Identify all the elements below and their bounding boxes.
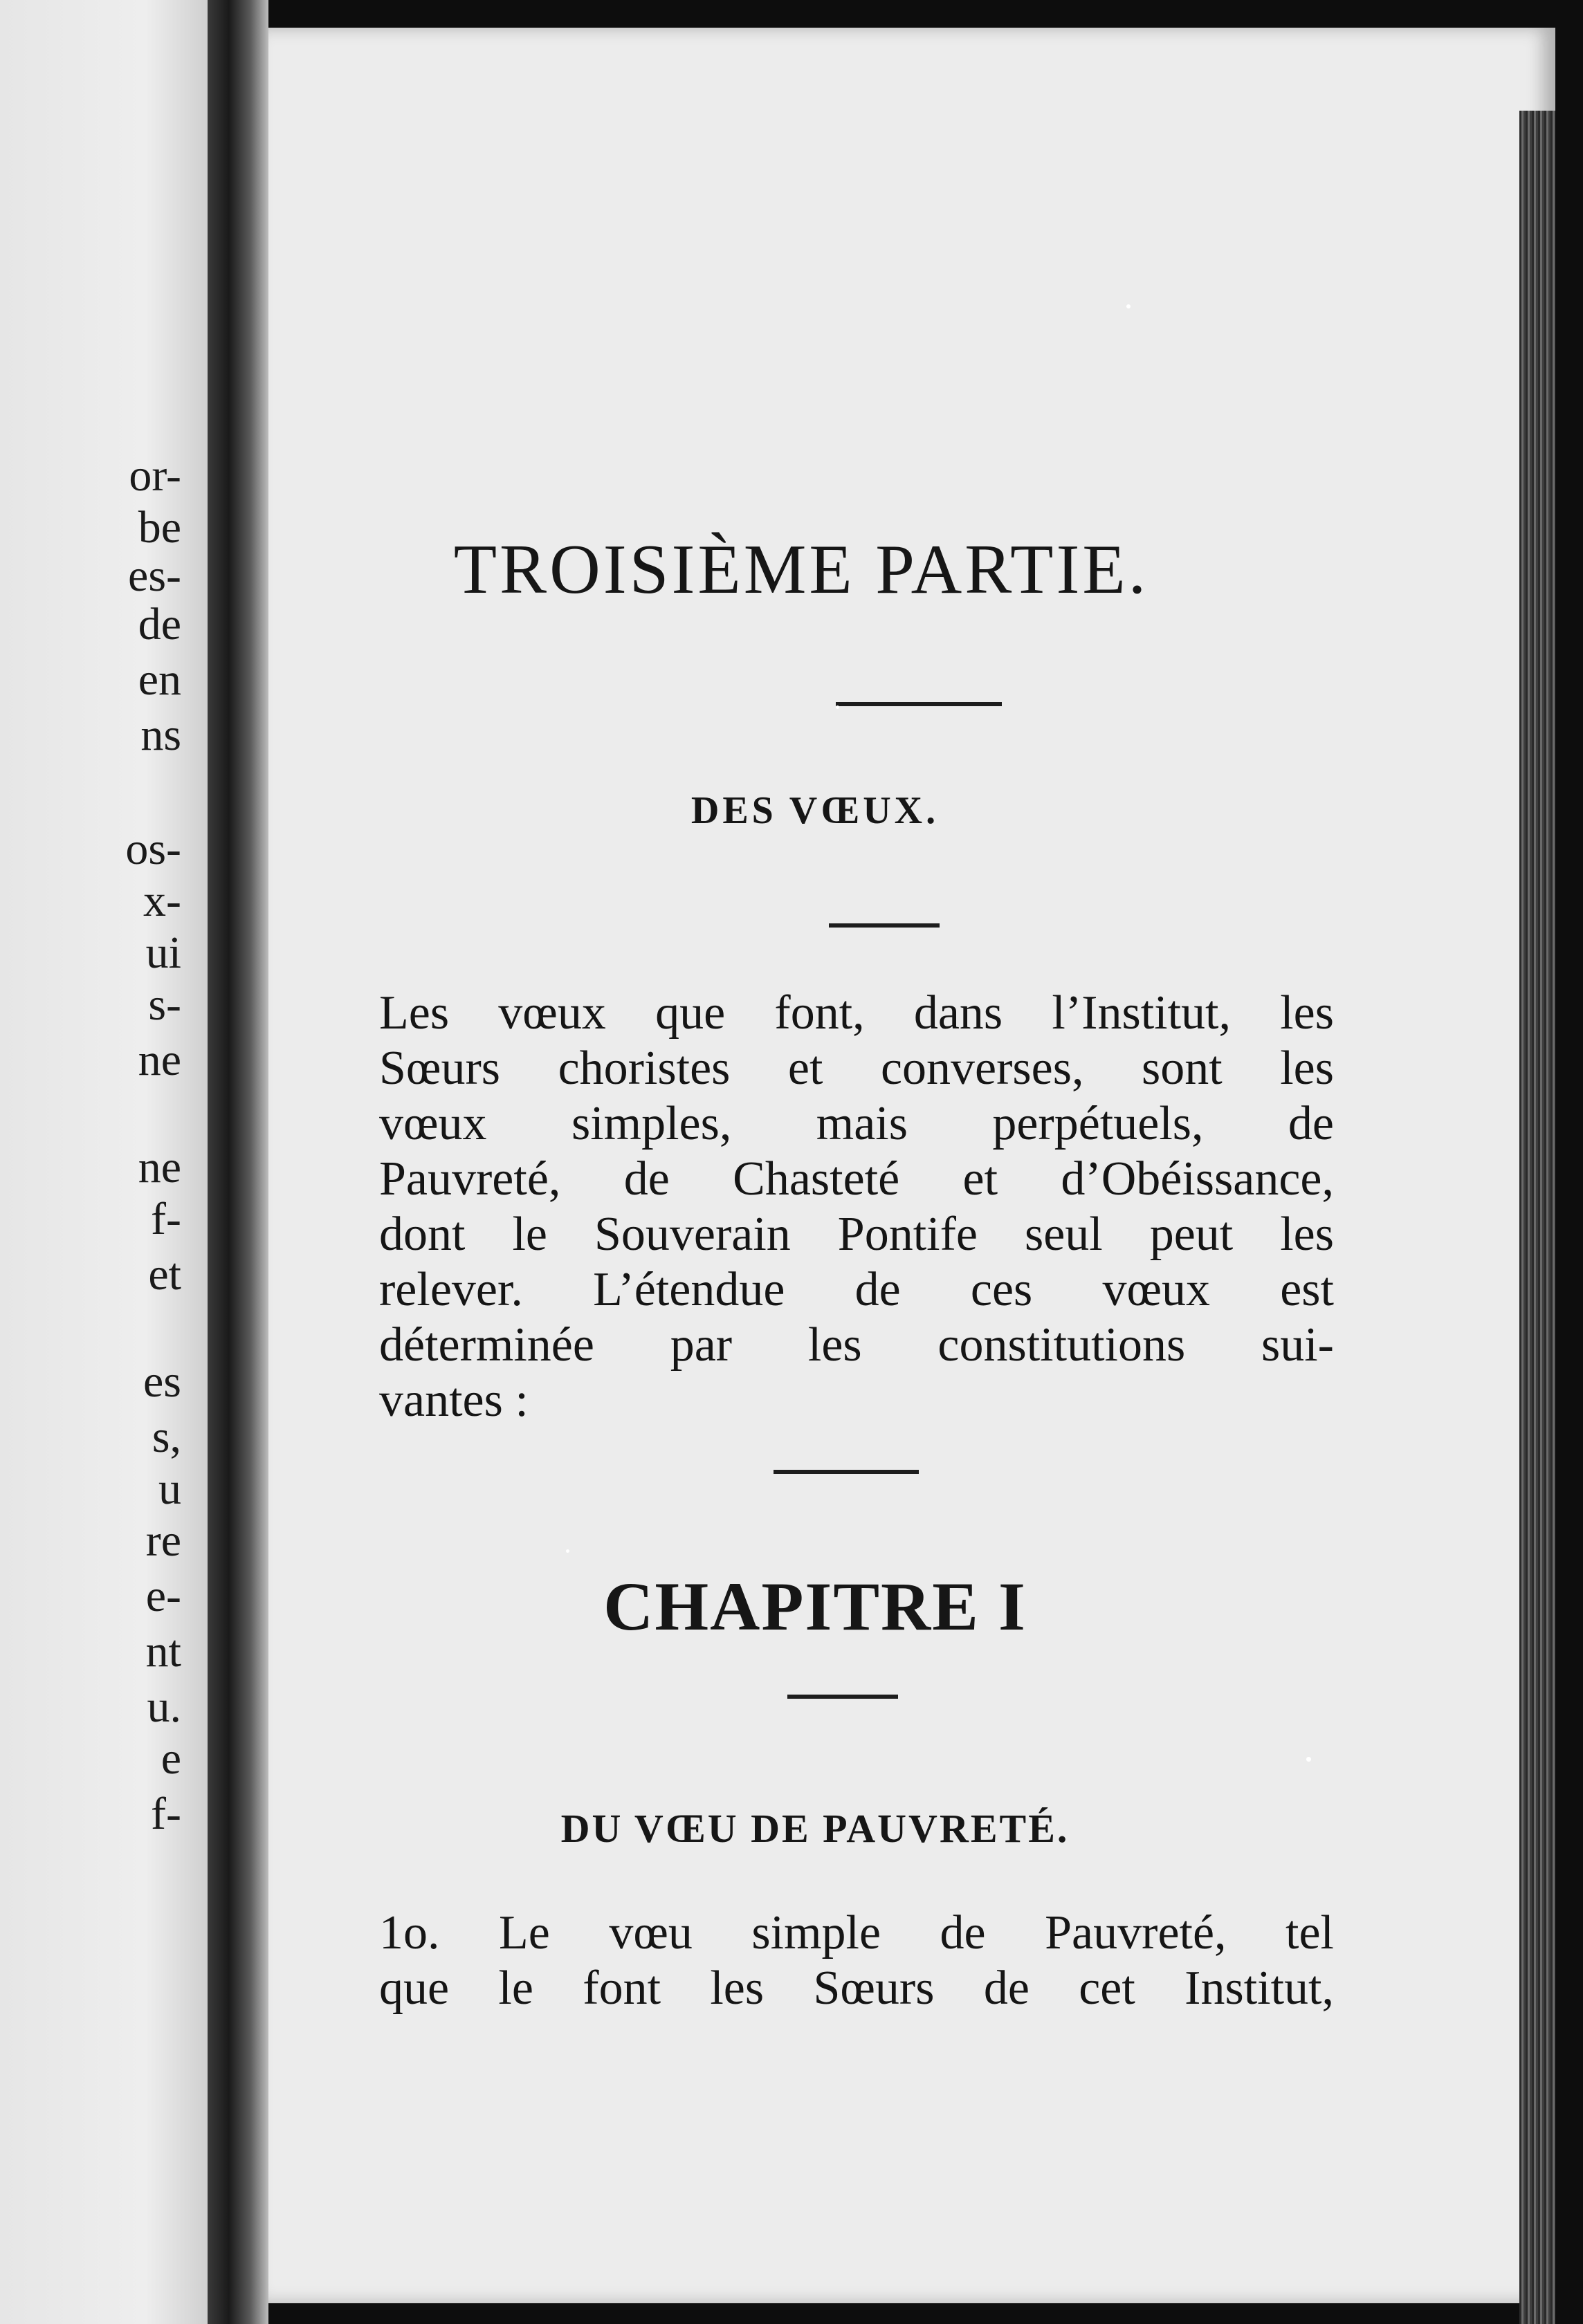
paragraph-line: relever. L’étendue de ces vœux est <box>379 1263 1334 1316</box>
left-fragment: ui <box>145 928 181 978</box>
divider-rule <box>774 1470 919 1474</box>
left-fragment: ns <box>140 710 181 760</box>
paragraph-line: dont le Souverain Pontife seul peut les <box>379 1208 1334 1261</box>
paragraph-line: vantes : <box>379 1374 529 1427</box>
left-fragment: be <box>138 502 181 553</box>
left-fragment: es- <box>128 551 181 601</box>
chapter-title: CHAPITRE I <box>603 1568 1027 1645</box>
article-paragraph <box>379 1906 1334 2016</box>
section-title: DES VŒUX. <box>690 789 940 832</box>
paragraph-line: Les vœux que font, dans l’Institut, les <box>379 986 1334 1040</box>
left-fragment: f- <box>151 1789 181 1839</box>
left-fragment: es <box>143 1356 181 1407</box>
part-title: TROISIÈME PARTIE. <box>453 531 1149 609</box>
divider-rule <box>829 923 940 928</box>
left-fragment: os- <box>125 824 181 874</box>
scan-speck <box>1306 1757 1311 1762</box>
paragraph-line: Pauvreté, de Chasteté et d’Obéissance, <box>379 1152 1334 1206</box>
left-fragment: en <box>138 654 181 705</box>
left-fragment: x- <box>143 876 181 926</box>
left-fragment: s, <box>152 1412 181 1462</box>
paragraph-line: vœux simples, mais perpétuels, de <box>379 1097 1334 1150</box>
book-gutter <box>208 0 268 2324</box>
intro-paragraph <box>379 986 1334 1428</box>
subsection-title: DU VŒU DE PAUVRETÉ. <box>560 1806 1070 1851</box>
left-fragment: s- <box>148 979 181 1030</box>
divider-rule <box>787 1695 898 1699</box>
scan-speck <box>1126 304 1131 308</box>
left-facing-page <box>0 0 208 2324</box>
paragraph-line: Sœurs choristes et converses, sont les <box>379 1042 1334 1095</box>
left-fragment: u <box>158 1464 181 1514</box>
left-fragment: ne <box>138 1142 181 1192</box>
paragraph-line: déterminée par les constitutions sui- <box>379 1318 1334 1372</box>
left-fragment: u. <box>147 1681 181 1732</box>
left-fragment: or- <box>129 450 181 501</box>
left-fragment: de <box>138 599 181 649</box>
right-page <box>268 28 1555 2303</box>
left-fragment: e- <box>145 1571 181 1621</box>
left-fragment: et <box>148 1249 181 1300</box>
left-fragment: e <box>161 1733 181 1784</box>
scan-speck <box>836 706 839 709</box>
left-fragment: nt <box>145 1626 181 1677</box>
divider-rule <box>836 702 1002 706</box>
left-fragment: re <box>145 1515 181 1566</box>
page-content <box>268 28 1555 2303</box>
paragraph-line: 1o. Le vœu simple de Pauvreté, tel <box>379 1906 1334 1959</box>
left-fragment: f- <box>151 1194 181 1244</box>
left-fragment: ne <box>138 1035 181 1085</box>
paragraph-line: que le font les Sœurs de cet Institut, <box>379 1962 1334 2015</box>
scan-speck <box>566 1549 569 1553</box>
